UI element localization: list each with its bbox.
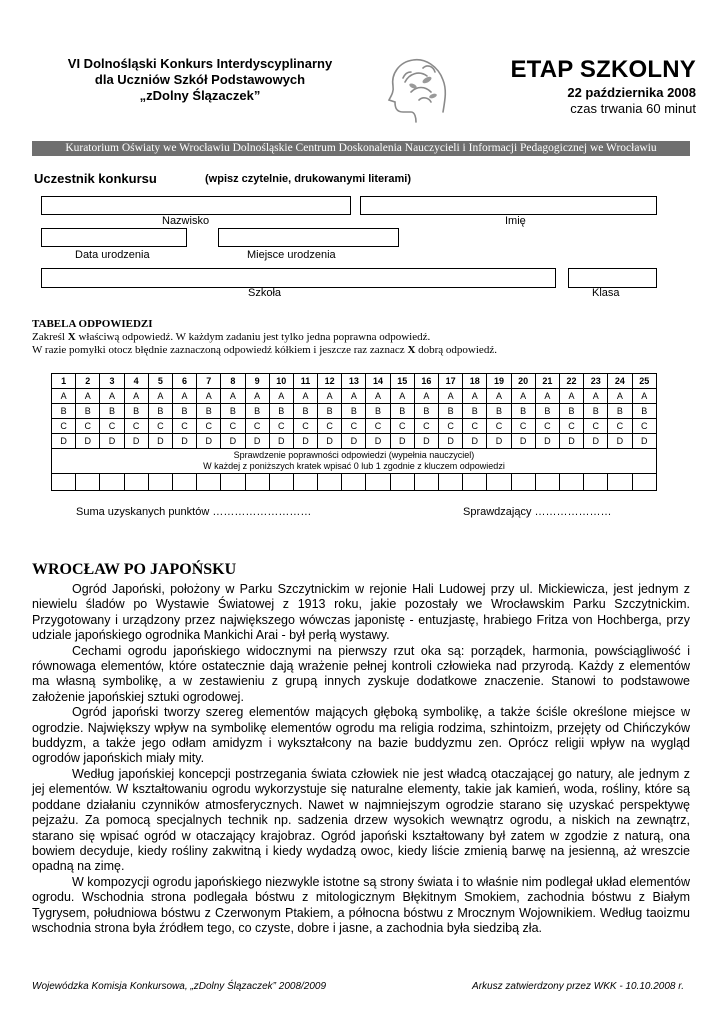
answer-option-cell[interactable]: D [172, 434, 196, 449]
score-cell[interactable] [632, 474, 657, 491]
score-cell[interactable] [559, 474, 583, 491]
answer-option-cell[interactable]: A [318, 389, 342, 404]
participant-heading: Uczestnik konkursu [34, 171, 157, 186]
instruction-2-end: dobrą odpowiedź. [415, 344, 497, 356]
organizers-banner: Kuratorium Oświaty we Wrocławiu Dolnośląskie Centrum Doskonalenia Nauczycieli i Informacji Pedagogicznej we Wrocławiu [32, 141, 690, 156]
answer-option-cell[interactable]: B [100, 404, 124, 419]
contest-title-line1: VI Dolnośląski Konkurs Interdyscyplinarny [67, 56, 333, 71]
answer-option-cell[interactable]: B [511, 404, 535, 419]
instruction-line-1 [32, 331, 497, 344]
answer-option-cell[interactable]: A [269, 389, 293, 404]
question-number: 22 [559, 374, 583, 389]
contest-title-line3: „zDolny Ślązaczek” [139, 88, 261, 103]
answer-option-cell[interactable]: B [221, 404, 245, 419]
question-number-row [52, 374, 657, 389]
score-cell[interactable] [172, 474, 196, 491]
question-number: 24 [608, 374, 632, 389]
answer-row-c [52, 419, 657, 434]
question-number: 1 [52, 374, 76, 389]
question-number: 21 [535, 374, 559, 389]
answer-option-cell[interactable]: C [318, 419, 342, 434]
answer-option-cell[interactable]: A [172, 389, 196, 404]
answer-option-cell[interactable]: A [463, 389, 487, 404]
contest-title-line2: dla Uczniów Szkół Podstawowych [94, 72, 306, 87]
answer-row-d [52, 434, 657, 449]
answer-option-cell[interactable]: C [100, 419, 124, 434]
answer-option-cell[interactable]: C [608, 419, 632, 434]
answer-option-cell[interactable]: B [390, 404, 414, 419]
answer-option-cell[interactable]: A [148, 389, 172, 404]
answer-option-cell[interactable]: C [197, 419, 221, 434]
birth-date-field[interactable] [41, 228, 187, 247]
question-number: 5 [148, 374, 172, 389]
answer-option-cell[interactable]: B [632, 404, 657, 419]
answer-option-cell[interactable]: B [269, 404, 293, 419]
question-number: 23 [584, 374, 608, 389]
question-number: 2 [76, 374, 100, 389]
answer-option-cell[interactable]: A [608, 389, 632, 404]
contest-logo-icon [383, 52, 461, 124]
answer-option-cell[interactable]: D [124, 434, 148, 449]
score-cell[interactable] [100, 474, 124, 491]
article-paragraph: Cechami ogrodu japońskiego widocznymi na pierwszy rzut oka są: porządek, harmonia, powściągliwość i równowaga elementów, które ostatecznie dają wrażenie pełnej kontroli człowieka nad przyrodą. Każdy z elementów ma własną symbolikę, a w zestawieniu z grupą innych zyskuje dodatkowe znaczenie. Stanowi to podstawowe założenie japońskiej sztuki ogrodowej. [32, 643, 690, 704]
answer-option-cell[interactable]: B [245, 404, 269, 419]
answer-option-cell[interactable]: B [52, 404, 76, 419]
exam-duration: czas trwania 60 minut [570, 101, 696, 116]
score-cell[interactable] [366, 474, 390, 491]
question-number: 8 [221, 374, 245, 389]
surname-field[interactable] [41, 196, 351, 215]
exam-date: 22 października 2008 [567, 85, 696, 100]
answer-option-cell[interactable]: D [559, 434, 583, 449]
answer-option-cell[interactable]: B [76, 404, 100, 419]
answer-option-cell[interactable]: C [632, 419, 657, 434]
question-number: 7 [197, 374, 221, 389]
score-cell[interactable] [463, 474, 487, 491]
question-number: 15 [390, 374, 414, 389]
answer-option-cell[interactable]: C [52, 419, 76, 434]
answer-option-cell[interactable]: D [463, 434, 487, 449]
question-number: 20 [511, 374, 535, 389]
answer-option-cell[interactable]: D [366, 434, 390, 449]
answer-option-cell[interactable]: B [293, 404, 317, 419]
school-label: Szkoła [248, 287, 282, 299]
answer-option-cell[interactable]: C [148, 419, 172, 434]
article-paragraph: Ogród Japoński, położony w Parku Szczytnickim w rejonie Hali Ludowej przy ul. Mickiewicza, jest jednym z niewielu śladów po Wystawie Światowej z 1913 roku, jakie pozostały we Wrocławskim Parku Szczytnickim. Przygotowany i urządzony przez największego wówczas japonistę - entuzjastę, hrabiego Fritza von Hochberga, przy udziale japońskiego ogrodnika Mankichi Arai - był perłą wystawy. [32, 582, 690, 643]
surname-label: Nazwisko [162, 215, 210, 227]
score-cell[interactable] [221, 474, 245, 491]
score-row [52, 474, 657, 491]
answer-option-cell[interactable]: D [414, 434, 438, 449]
score-cell[interactable] [318, 474, 342, 491]
question-number: 12 [318, 374, 342, 389]
answer-option-cell[interactable]: D [487, 434, 511, 449]
answer-option-cell[interactable]: D [511, 434, 535, 449]
answer-option-cell[interactable]: A [559, 389, 583, 404]
answer-option-cell[interactable]: D [52, 434, 76, 449]
answer-option-cell[interactable]: A [342, 389, 366, 404]
article-body [32, 582, 690, 936]
answer-option-cell[interactable]: A [366, 389, 390, 404]
answer-option-cell[interactable]: A [221, 389, 245, 404]
birth-date-label: Data urodzenia [75, 249, 150, 261]
score-cell[interactable] [76, 474, 100, 491]
answer-option-cell[interactable]: C [535, 419, 559, 434]
answer-option-cell[interactable]: D [632, 434, 657, 449]
question-number: 16 [414, 374, 438, 389]
answer-option-cell[interactable]: D [76, 434, 100, 449]
score-cell[interactable] [245, 474, 269, 491]
answer-option-cell[interactable]: D [318, 434, 342, 449]
answer-option-cell[interactable]: D [608, 434, 632, 449]
answer-option-cell[interactable]: C [559, 419, 583, 434]
question-number: 4 [124, 374, 148, 389]
answer-option-cell[interactable]: B [439, 404, 463, 419]
answer-option-cell[interactable]: C [584, 419, 608, 434]
answer-option-cell[interactable]: B [463, 404, 487, 419]
answer-option-cell[interactable]: B [487, 404, 511, 419]
question-number: 17 [439, 374, 463, 389]
answer-option-cell[interactable]: D [584, 434, 608, 449]
answer-option-cell[interactable]: C [439, 419, 463, 434]
score-cell[interactable] [293, 474, 317, 491]
answer-option-cell[interactable]: D [197, 434, 221, 449]
answer-option-cell[interactable]: A [390, 389, 414, 404]
birth-place-label: Miejsce urodzenia [247, 249, 336, 261]
answer-option-cell[interactable]: A [52, 389, 76, 404]
score-cell[interactable] [390, 474, 414, 491]
score-cell[interactable] [414, 474, 438, 491]
answer-table [51, 373, 657, 491]
answer-option-cell[interactable]: C [221, 419, 245, 434]
answer-option-cell[interactable]: D [100, 434, 124, 449]
answer-option-cell[interactable]: B [535, 404, 559, 419]
answer-table-title: TABELA ODPOWIEDZI [32, 318, 153, 330]
article-title: WROCŁAW PO JAPOŃSKU [32, 561, 237, 578]
answer-option-cell[interactable]: A [439, 389, 463, 404]
instruction-line-2 [32, 344, 497, 357]
answer-option-cell[interactable]: B [172, 404, 196, 419]
participant-hint: (wpisz czytelnie, drukowanymi literami) [205, 173, 411, 185]
question-number: 10 [269, 374, 293, 389]
answer-option-cell[interactable]: C [414, 419, 438, 434]
score-cell[interactable] [487, 474, 511, 491]
instruction-2-mark: X [407, 344, 416, 356]
answer-option-cell[interactable]: D [245, 434, 269, 449]
question-number: 18 [463, 374, 487, 389]
answer-option-cell[interactable]: A [100, 389, 124, 404]
score-cell[interactable] [535, 474, 559, 491]
answer-option-cell[interactable]: A [487, 389, 511, 404]
question-number: 19 [487, 374, 511, 389]
answer-option-cell[interactable]: C [463, 419, 487, 434]
answer-option-cell[interactable]: D [293, 434, 317, 449]
score-cell[interactable] [439, 474, 463, 491]
answer-option-cell[interactable]: D [390, 434, 414, 449]
answer-option-cell[interactable]: D [148, 434, 172, 449]
instruction-2-start: W razie pomyłki otocz błędnie zaznaczoną odpowiedź kółkiem i jeszcze raz zaznacz [32, 344, 408, 356]
question-number: 14 [366, 374, 390, 389]
answer-option-cell[interactable]: A [584, 389, 608, 404]
answer-option-cell[interactable]: C [390, 419, 414, 434]
instruction-1-start: Zakreśl [32, 331, 68, 343]
name-label: Imię [505, 215, 526, 227]
answer-row-a [52, 389, 657, 404]
question-number: 3 [100, 374, 124, 389]
answer-option-cell[interactable]: B [584, 404, 608, 419]
answer-option-cell[interactable]: C [511, 419, 535, 434]
answer-option-cell[interactable]: A [535, 389, 559, 404]
check-note-row [52, 449, 657, 474]
answer-option-cell[interactable]: A [511, 389, 535, 404]
answer-option-cell[interactable]: B [197, 404, 221, 419]
score-cell[interactable] [269, 474, 293, 491]
score-cell[interactable] [584, 474, 608, 491]
answer-option-cell[interactable]: B [366, 404, 390, 419]
answer-option-cell[interactable]: A [414, 389, 438, 404]
answer-option-cell[interactable]: D [439, 434, 463, 449]
question-number: 9 [245, 374, 269, 389]
score-cell[interactable] [511, 474, 535, 491]
instruction-1-mark: X [67, 331, 76, 343]
answer-option-cell[interactable]: B [318, 404, 342, 419]
answer-option-cell[interactable]: C [124, 419, 148, 434]
answer-option-cell[interactable]: C [269, 419, 293, 434]
question-number: 6 [172, 374, 196, 389]
answer-option-cell[interactable]: B [124, 404, 148, 419]
score-cell[interactable] [197, 474, 221, 491]
answer-option-cell[interactable]: C [487, 419, 511, 434]
question-number: 25 [632, 374, 657, 389]
instruction-1-end: właściwą odpowiedź. W każdym zadaniu jest tylko jedna poprawna odpowiedź. [75, 331, 431, 343]
class-field[interactable] [568, 268, 657, 288]
checker-signature: Sprawdzający ………………… [463, 506, 612, 518]
check-note-line1: Sprawdzenie poprawności odpowiedzi (wypełnia nauczyciel) [233, 450, 475, 460]
answer-option-cell[interactable]: A [124, 389, 148, 404]
score-cell[interactable] [608, 474, 632, 491]
name-field[interactable] [360, 196, 657, 215]
answer-option-cell[interactable]: B [342, 404, 366, 419]
answer-instructions [32, 318, 497, 357]
answer-option-cell[interactable]: A [632, 389, 657, 404]
answer-option-cell[interactable]: C [172, 419, 196, 434]
score-cell[interactable] [52, 474, 76, 491]
school-field[interactable] [41, 268, 556, 288]
answer-option-cell[interactable]: C [342, 419, 366, 434]
article-paragraph: Według japońskiej koncepcji postrzegania świata człowiek nie jest władcą otaczającej go natury, ale jednym z jej elementów. W kształtowaniu ogrodu wykorzystuje się naturalne elementy, takie jak kamień, woda, rośliny, które są poddane działaniu czynników atmosferycznych. Nawet w najmniejszym ogrodzie starano się uzyskać perspektywę pejzażu. Za pomocą specjalnych technik np. sadzenia drzew wysokich wewnątrz ogrodu, a niskich na zewnątrz, starano się wpisać ogród w otaczający krajobraz. Ogród japoński kształtowany był zatem w zgodzie z naturą, ona bowiem decyduje, kiedy rośliny zakwitną i kiedy wydadzą owoc, kiedy liście zmienią barwę na jesienną, aż wreszcie opadną na zimę. [32, 766, 690, 874]
answer-option-cell[interactable]: B [414, 404, 438, 419]
answer-option-cell[interactable]: A [197, 389, 221, 404]
article-paragraph: Ogród japoński tworzy szereg elementów mających głęboką symbolikę, a także ściśle określone miejsce w ogrodzie. Największy wpływ na symbolikę elementów ogrodu ma religia rodzima, szhintoizm, przejęty od Chińczyków buddyzm, a także jego odłam amidyzm i wykształcony na bazie buddyzmu zen. Oprócz religii wpływ na wygląd ogrodów japońskich miały mity. [32, 705, 690, 766]
answer-option-cell[interactable]: A [293, 389, 317, 404]
answer-option-cell[interactable]: C [245, 419, 269, 434]
check-note [52, 449, 657, 474]
answer-option-cell[interactable]: A [76, 389, 100, 404]
answer-row-b [52, 404, 657, 419]
question-number: 11 [293, 374, 317, 389]
answer-option-cell[interactable]: C [366, 419, 390, 434]
stage-title: ETAP SZKOLNY [510, 56, 696, 83]
answer-option-cell[interactable]: A [245, 389, 269, 404]
footer-approval: Arkusz zatwierdzony przez WKK - 10.10.2008 r. [472, 981, 684, 992]
answer-option-cell[interactable]: D [221, 434, 245, 449]
contest-title [30, 56, 370, 104]
class-label: Klasa [592, 287, 620, 299]
answer-option-cell[interactable]: D [269, 434, 293, 449]
answer-option-cell[interactable]: C [293, 419, 317, 434]
answer-option-cell[interactable]: D [535, 434, 559, 449]
check-note-line2: W każdej z poniższych kratek wpisać 0 lub 1 zgodnie z kluczem odpowiedzi [203, 461, 505, 471]
answer-option-cell[interactable]: B [608, 404, 632, 419]
birth-place-field[interactable] [218, 228, 399, 247]
points-sum: Suma uzyskanych punktów ……………………… [76, 506, 312, 518]
answer-option-cell[interactable]: B [148, 404, 172, 419]
score-cell[interactable] [342, 474, 366, 491]
question-number: 13 [342, 374, 366, 389]
answer-option-cell[interactable]: D [342, 434, 366, 449]
score-cell[interactable] [124, 474, 148, 491]
footer-commission: Wojewódzka Komisja Konkursowa, „zDolny Ślązaczek” 2008/2009 [32, 981, 327, 992]
stage-info [478, 56, 696, 117]
article-paragraph: W kompozycji ogrodu japońskiego niezwykle istotne są strony świata i to właśnie nim podlegał układ elementów ogrodu. Wschodnia strona podlegała bóstwu z mitologicznym Błękitnym Smokiem, zachodnia bóstwu z Białym Tygrysem, południowa bóstwu z Czerwonym Ptakiem, a północna bóstwu z Mrocznym Wojownikiem. Według taoizmu wschodnia strona była źródłem tego, co czyste, dobre i jasne, a zachodnia była siedzibą zła. [32, 874, 690, 935]
score-cell[interactable] [148, 474, 172, 491]
answer-option-cell[interactable]: B [559, 404, 583, 419]
answer-option-cell[interactable]: C [76, 419, 100, 434]
